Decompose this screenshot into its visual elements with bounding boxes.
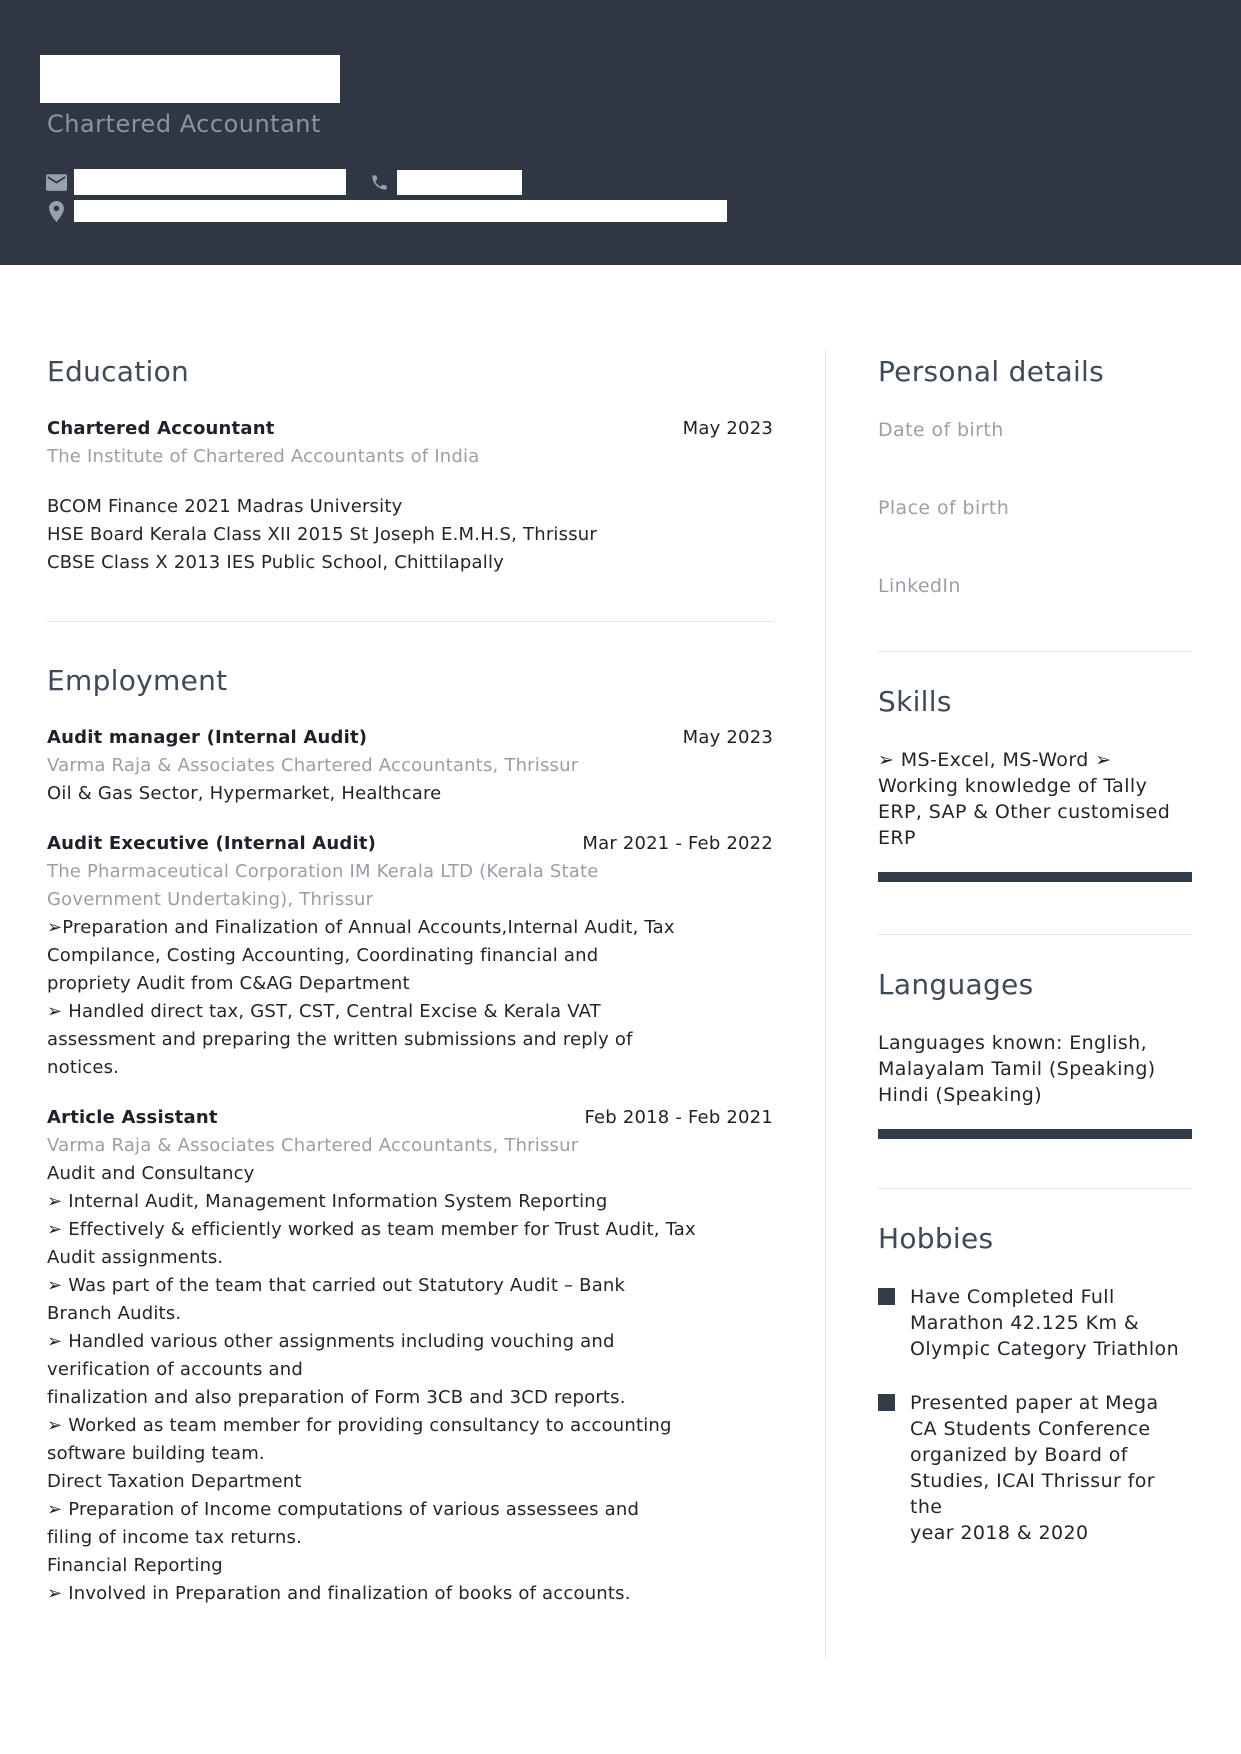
header xyxy=(0,0,1241,265)
education-heading: Education xyxy=(47,355,190,388)
job-title-row xyxy=(47,1104,773,1132)
job-title-row xyxy=(47,830,773,858)
right-column xyxy=(878,353,1192,1658)
location-icon xyxy=(46,201,67,222)
education-item xyxy=(47,415,773,577)
job-entry xyxy=(47,830,773,1082)
education-degree: Chartered Accountant xyxy=(47,418,275,439)
section-divider xyxy=(47,621,773,622)
personal-details-heading: Personal details xyxy=(878,355,1105,388)
hobbies-heading: Hobbies xyxy=(878,1222,994,1255)
languages-heading: Languages xyxy=(878,968,1034,1001)
hobby-text: Have Completed Full Marathon 42.125 Km & Olympic Category Triathlon xyxy=(910,1286,1180,1360)
job-description: ➢Preparation and Finalization of Annual Accounts,Internal Audit, Tax Compilance, Costing Accounting, Coordinating financial and propriety Audit from C&AG Department ➢ Handled direct tax, GST, CST, Central Excise & Kerala VAT assessment and preparing the written submissions and reply of notices. xyxy=(47,917,675,1078)
skills-heading: Skills xyxy=(878,685,952,718)
left-column xyxy=(47,353,773,1658)
education-date: May 2023 xyxy=(682,418,773,439)
job-company: Varma Raja & Associates Chartered Accountants, Thrissur xyxy=(47,1135,579,1156)
job-title: Audit manager (Internal Audit) xyxy=(47,727,368,748)
job-date: Feb 2018 - Feb 2021 xyxy=(584,1107,773,1128)
skills-text: ➢ MS-Excel, MS-Word ➢ Working knowledge of Tally ERP, SAP & Other customised ERP xyxy=(878,749,1171,849)
square-bullet-icon xyxy=(878,1288,895,1305)
language-level-bar xyxy=(878,1129,1192,1139)
hobby-item xyxy=(878,1284,1192,1362)
phone-icon xyxy=(369,173,390,192)
job-entry xyxy=(47,724,773,808)
education-title-row xyxy=(47,415,773,443)
job-date: Mar 2021 - Feb 2022 xyxy=(582,833,773,854)
contact-row-2 xyxy=(46,198,1241,224)
column-divider xyxy=(825,350,826,1658)
section-divider xyxy=(878,934,1192,935)
label-date-of-birth: Date of birth xyxy=(878,419,1004,441)
label-place-of-birth: Place of birth xyxy=(878,497,1010,519)
job-company: The Pharmaceutical Corporation IM Kerala LTD (Kerala State Government Undertaking), Thrissur xyxy=(47,861,599,910)
label-linkedin: LinkedIn xyxy=(878,575,961,597)
languages-text: Languages known: English, Malayalam Tamil (Speaking) Hindi (Speaking) xyxy=(878,1032,1156,1106)
contact-block xyxy=(46,169,1241,224)
contact-row-1 xyxy=(46,169,1241,195)
job-title: Audit Executive (Internal Audit) xyxy=(47,833,377,854)
job-description: Oil & Gas Sector, Hypermarket, Healthcare xyxy=(47,783,442,804)
job-title-row xyxy=(47,724,773,752)
section-divider xyxy=(878,651,1192,652)
job-description: Audit and Consultancy ➢ Internal Audit, Management Information System Reporting ➢ Effectively & efficiently worked as team member for Trust Audit, Tax Audit assignments. ➢ Was part of the team that carried out Statutory Audit – Bank Branch Audits. ➢ Handled various other assignments including vouching and verification of accounts and finalization and also preparation of Form 3CB and 3CD reports. ➢ Worked as team member for providing consultancy to accounting software building team. Direct Taxation Department ➢ Preparation of Income computations of various assessees and filing of income tax returns. Financial Reporting ➢ Involved in Preparation and finalization of books of accounts. xyxy=(47,1163,696,1604)
employment-heading: Employment xyxy=(47,664,228,697)
section-divider xyxy=(878,1188,1192,1189)
main-content xyxy=(0,265,1241,1658)
job-date: May 2023 xyxy=(682,727,773,748)
skill-level-bar xyxy=(878,872,1192,882)
phone-redaction-box xyxy=(397,170,522,195)
name-redaction-box xyxy=(40,55,340,103)
job-title: Article Assistant xyxy=(47,1107,218,1128)
hobby-text: Presented paper at Mega CA Students Conference organized by Board of Studies, ICAI Thrissur for the year 2018 & 2020 xyxy=(910,1392,1159,1544)
square-bullet-icon xyxy=(878,1394,895,1411)
education-institution: The Institute of Chartered Accountants of India xyxy=(47,446,480,467)
email-redaction-box xyxy=(74,169,346,195)
education-details: BCOM Finance 2021 Madras University HSE Board Kerala Class XII 2015 St Joseph E.M.H.S, Thrissur CBSE Class X 2013 IES Public School, Chittilapally xyxy=(47,496,597,573)
job-title: Chartered Accountant xyxy=(47,110,321,138)
hobby-list xyxy=(878,1284,1192,1546)
email-icon xyxy=(46,174,67,191)
job-company: Varma Raja & Associates Chartered Accountants, Thrissur xyxy=(47,755,579,776)
job-entry xyxy=(47,1104,773,1608)
address-redaction-box xyxy=(74,200,727,222)
hobby-item xyxy=(878,1390,1192,1546)
